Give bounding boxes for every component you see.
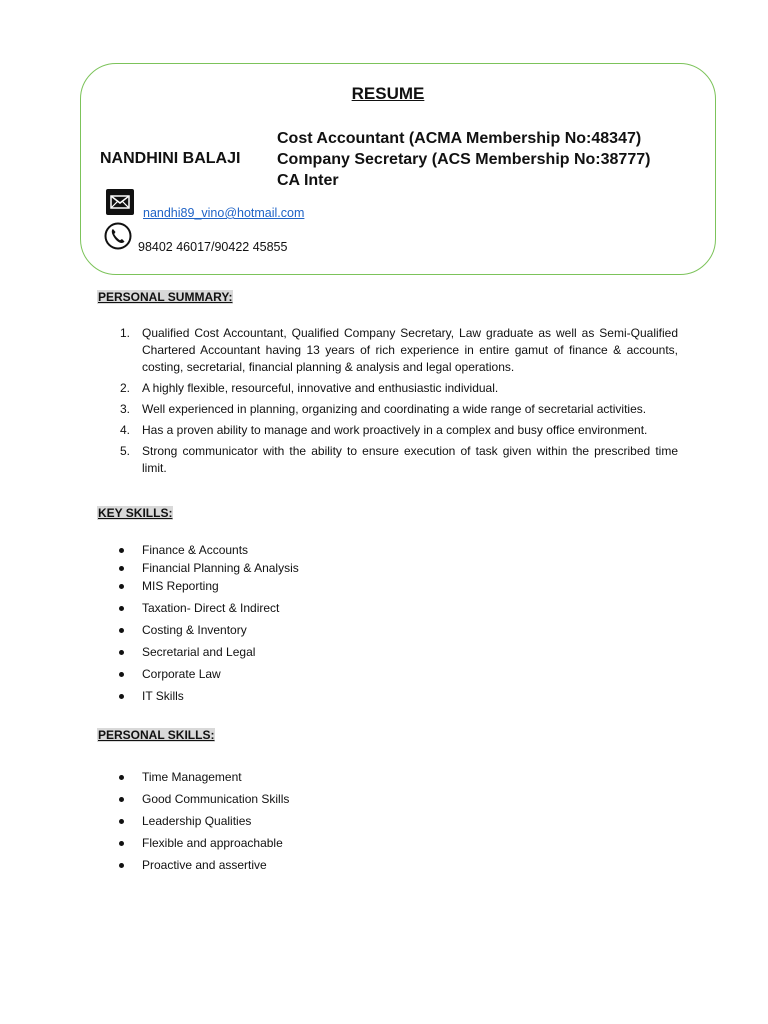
- qualification-ca-inter: CA Inter: [277, 172, 339, 189]
- resume-title: RESUME: [351, 84, 425, 103]
- bullet-icon: [119, 566, 124, 571]
- phone-number: 98402 46017/90422 45855: [138, 240, 288, 254]
- key-skills-heading: KEY SKILLS:: [98, 506, 173, 520]
- personal-summary-list: [110, 325, 678, 481]
- qualification-cost-accountant: Cost Accountant (ACMA Membership No:48347): [277, 130, 642, 147]
- phone-icon: [104, 222, 132, 250]
- list-item: Leadership Qualities: [110, 813, 289, 835]
- bullet-icon: [119, 584, 124, 589]
- bullet-icon: [119, 628, 124, 633]
- bullet-icon: [119, 650, 124, 655]
- list-item: Costing & Inventory: [110, 622, 299, 644]
- list-item: MIS Reporting: [110, 578, 299, 600]
- list-item: Financial Planning & Analysis: [110, 560, 299, 578]
- bullet-icon: [119, 819, 124, 824]
- bullet-icon: [119, 672, 124, 677]
- list-item: Good Communication Skills: [110, 791, 289, 813]
- email-link[interactable]: nandhi89_vino@hotmail.com: [143, 206, 305, 220]
- key-skills-list: [110, 542, 299, 710]
- list-item: Corporate Law: [110, 666, 299, 688]
- list-item: Secretarial and Legal: [110, 644, 299, 666]
- bullet-icon: [119, 694, 124, 699]
- bullet-icon: [119, 775, 124, 780]
- list-item: 3. Well experienced in planning, organizing and coordinating a wide range of secretarial activities.: [120, 402, 647, 416]
- list-item: IT Skills: [110, 688, 299, 710]
- list-item: 1. Qualified Cost Accountant, Qualified Company Secretary, Law graduate as well as Semi-Qualified Chartered Accountant having 13 years of rich experience in entire gamut of finance & accounts, costing, secretarial, financial planning & analysis and legal operations.: [120, 326, 678, 374]
- list-item: Time Management: [110, 769, 289, 791]
- bullet-icon: [119, 841, 124, 846]
- list-item: Proactive and assertive: [110, 857, 289, 879]
- personal-skills-list: [110, 769, 289, 879]
- personal-summary-heading: PERSONAL SUMMARY:: [98, 290, 233, 304]
- personal-skills-heading: PERSONAL SKILLS:: [98, 728, 215, 742]
- list-item: Flexible and approachable: [110, 835, 289, 857]
- qualifications: [277, 128, 650, 191]
- list-item: Taxation- Direct & Indirect: [110, 600, 299, 622]
- list-item: 4. Has a proven ability to manage and work proactively in a complex and busy office environment.: [120, 423, 648, 437]
- candidate-name: NANDHINI BALAJI: [100, 150, 241, 167]
- bullet-icon: [119, 797, 124, 802]
- list-item: Finance & Accounts: [110, 542, 299, 560]
- envelope-icon: [106, 189, 134, 215]
- bullet-icon: [119, 606, 124, 611]
- qualification-company-secretary: Company Secretary (ACS Membership No:38777): [277, 151, 651, 168]
- bullet-icon: [119, 548, 124, 553]
- list-item: 5. Strong communicator with the ability to ensure execution of task given within the prescribed time limit.: [120, 444, 678, 475]
- bullet-icon: [119, 863, 124, 868]
- list-item: 2. A highly flexible, resourceful, innovative and enthusiastic individual.: [120, 381, 499, 395]
